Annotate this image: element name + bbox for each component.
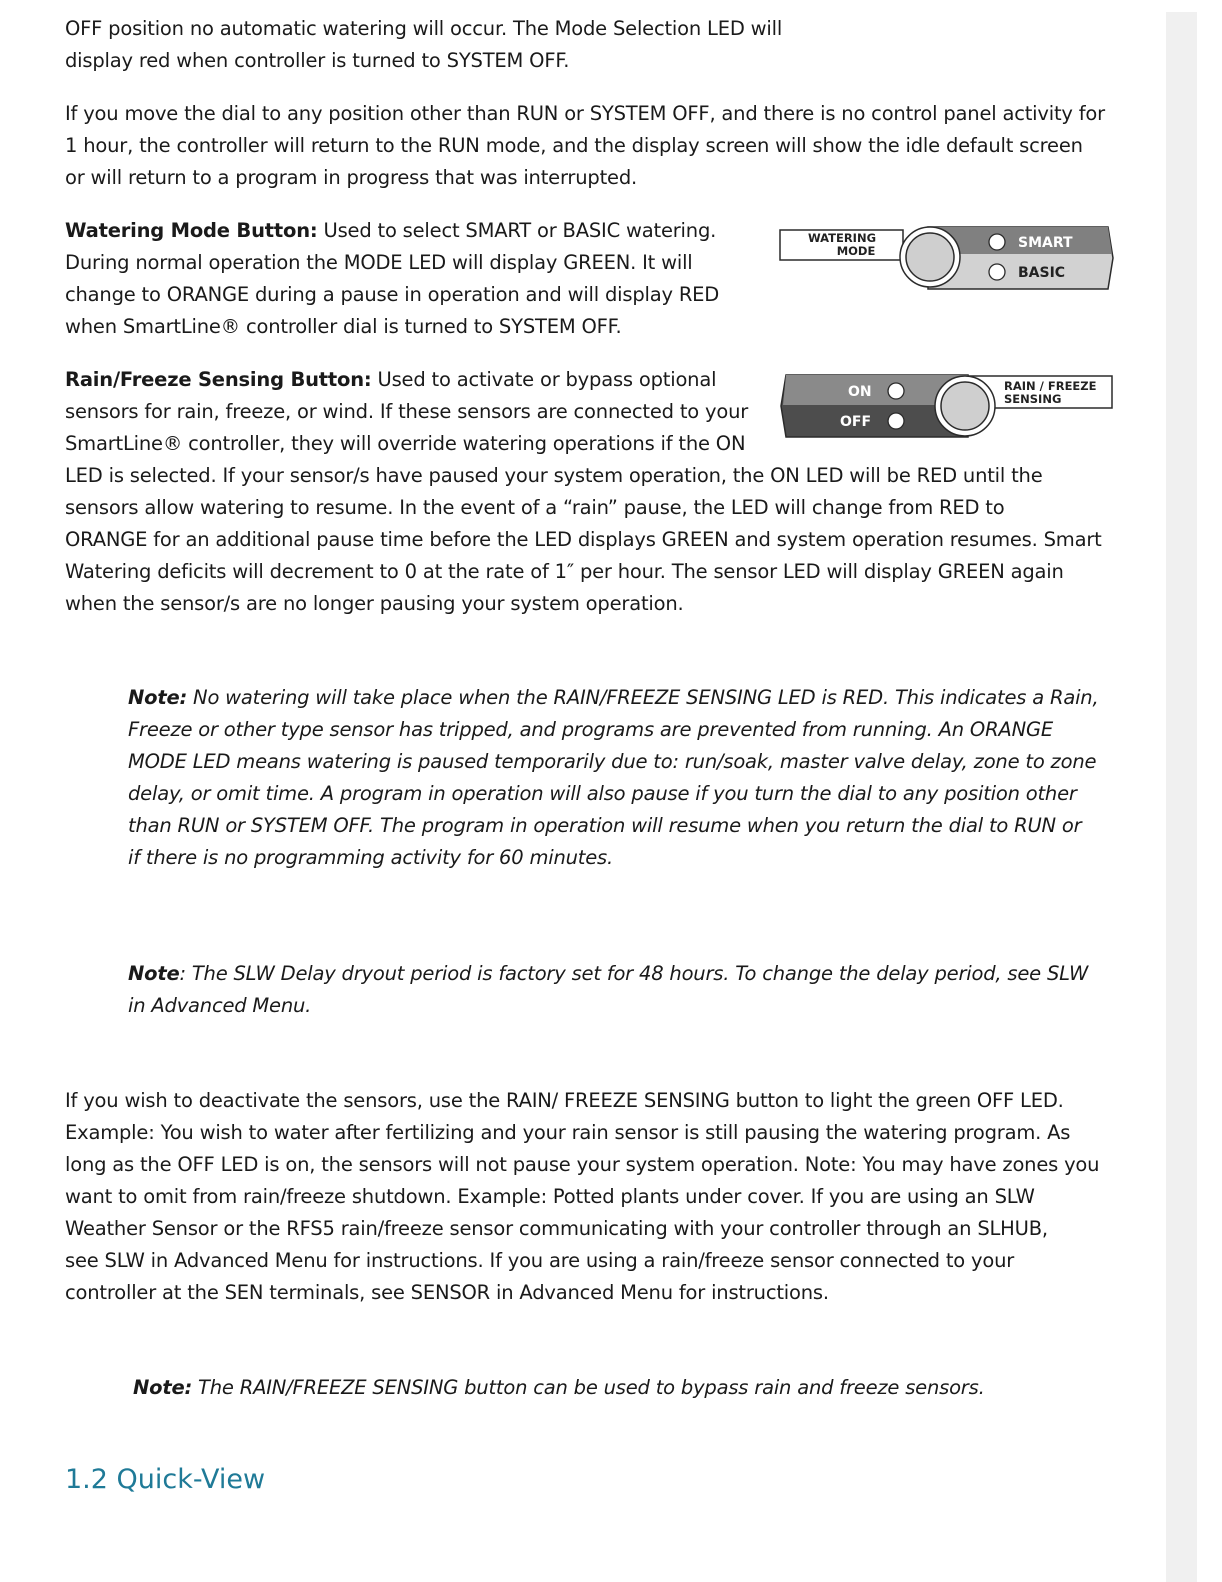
paragraph-watering-mode — [65, 215, 765, 343]
text-line: SmartLine® controller, they will override watering operations if the ON — [65, 432, 746, 455]
text-line: If you wish to deactivate the sensors, use the RAIN/ FREEZE SENSING button to light the green OFF LED. — [65, 1089, 1064, 1112]
note-slw-delay — [128, 958, 1128, 1022]
text-line — [133, 1372, 1133, 1404]
text-line: Example: You wish to water after fertilizing and your rain sensor is still pausing the watering program. As — [65, 1121, 1071, 1144]
text-line — [128, 682, 1128, 714]
note-rain-freeze-led — [128, 682, 1128, 874]
text-line: ORANGE for an additional pause time before the LED displays GREEN and system operation resumes. Smart — [65, 528, 1102, 551]
option-smart: SMART — [1018, 235, 1073, 251]
off-led-icon — [888, 413, 904, 429]
option-off: OFF — [840, 414, 872, 430]
section-heading: 1.2 Quick-View — [65, 1464, 266, 1495]
rain-freeze-line1: Used to activate or bypass optional — [371, 368, 717, 391]
text-line: display red when controller is turned to SYSTEM OFF. — [65, 49, 570, 72]
watering-mode-label-line2: MODE — [836, 244, 876, 258]
basic-led-icon — [989, 264, 1005, 280]
text-line: Weather Sensor or the RFS5 rain/freeze sensor communicating with your controller through an SLHUB, — [65, 1217, 1048, 1240]
watering-mode-line1: Used to select SMART or BASIC watering. — [317, 219, 717, 242]
text-line: if there is no programming activity for 60 minutes. — [128, 846, 614, 869]
text-line: when SmartLine® controller dial is turned to SYSTEM OFF. — [65, 315, 622, 338]
note3-line1: The RAIN/FREEZE SENSING button can be used to bypass rain and freeze sensors. — [192, 1376, 985, 1399]
rain-freeze-diagram — [778, 372, 1116, 440]
text-line: MODE LED means watering is paused temporarily due to: run/soak, master valve delay, zone to zone — [128, 750, 1097, 773]
text-line: controller at the SEN terminals, see SENSOR in Advanced Menu for instructions. — [65, 1281, 829, 1304]
text-line: LED is selected. If your sensor/s have paused your system operation, the ON LED will be RED until the — [65, 464, 1043, 487]
rain-freeze-title: Rain/Freeze Sensing Button: — [65, 368, 372, 391]
text-line: sensors for rain, freeze, or wind. If these sensors are connected to your — [65, 400, 749, 423]
text-line: when the sensor/s are no longer pausing your system operation. — [65, 592, 684, 615]
text-line: or will return to a program in progress that was interrupted. — [65, 166, 638, 189]
text-line: delay, or omit time. A program in operation will also pause if you turn the dial to any position other — [128, 782, 1077, 805]
text-line: change to ORANGE during a pause in operation and will display RED — [65, 283, 720, 306]
text-line: During normal operation the MODE LED will display GREEN. It will — [65, 251, 693, 274]
text-line: in Advanced Menu. — [128, 994, 312, 1017]
text-line: see SLW in Advanced Menu for instructions. If you are using a rain/freeze sensor connected to your — [65, 1249, 1015, 1272]
watering-mode-diagram — [778, 224, 1116, 292]
option-basic: BASIC — [1018, 265, 1066, 281]
option-on: ON — [848, 384, 872, 400]
paragraph-deactivate — [65, 1085, 1160, 1309]
watering-mode-title: Watering Mode Button: — [65, 219, 318, 242]
note-title: Note: — [133, 1376, 193, 1399]
rain-freeze-label-line1: RAIN / FREEZE — [1004, 379, 1097, 393]
text-line: than RUN or SYSTEM OFF. The program in operation will resume when you return the dial to RUN or — [128, 814, 1082, 837]
note-title: Note: — [128, 686, 188, 709]
text-line: OFF position no automatic watering will occur. The Mode Selection LED will — [65, 17, 783, 40]
watering-mode-label-line1: WATERING — [807, 231, 877, 245]
rain-freeze-button[interactable] — [941, 382, 989, 430]
rain-freeze-label-line2: SENSING — [1004, 392, 1062, 406]
text-line: Watering deficits will decrement to 0 at the rate of 1″ per hour. The sensor LED will display GREEN again — [65, 560, 1064, 583]
on-led-icon — [888, 383, 904, 399]
text-line: 1 hour, the controller will return to the RUN mode, and the display screen will show the idle default screen — [65, 134, 1083, 157]
note1-line1: No watering will take place when the RAIN/FREEZE SENSING LED is RED. This indicates a Rain, — [187, 686, 1099, 709]
paragraph-dial — [65, 98, 1155, 194]
note2-line1: : The SLW Delay dryout period is factory set for 48 hours. To change the delay period, see SLW — [179, 962, 1089, 985]
smart-led-icon — [989, 234, 1005, 250]
text-line: sensors allow watering to resume. In the event of a “rain” pause, the LED will change from RED to — [65, 496, 1005, 519]
scrollbar[interactable] — [1166, 12, 1197, 1582]
watering-mode-button[interactable] — [906, 233, 954, 281]
text-line: long as the OFF LED is on, the sensors will not pause your system operation. Note: You may have zones you — [65, 1153, 1100, 1176]
paragraph-intro — [65, 13, 825, 77]
text-line: Freeze or other type sensor has tripped, and programs are prevented from running. An ORANGE — [128, 718, 1053, 741]
text-line — [128, 958, 1128, 990]
note-bypass-sensors — [133, 1372, 1133, 1404]
text-line: If you move the dial to any position other than RUN or SYSTEM OFF, and there is no control panel activity for — [65, 102, 1105, 125]
text-line — [65, 215, 765, 247]
text-line: want to omit from rain/freeze shutdown. Example: Potted plants under cover. If you are using an SLW — [65, 1185, 1035, 1208]
note-title: Note — [128, 962, 180, 985]
